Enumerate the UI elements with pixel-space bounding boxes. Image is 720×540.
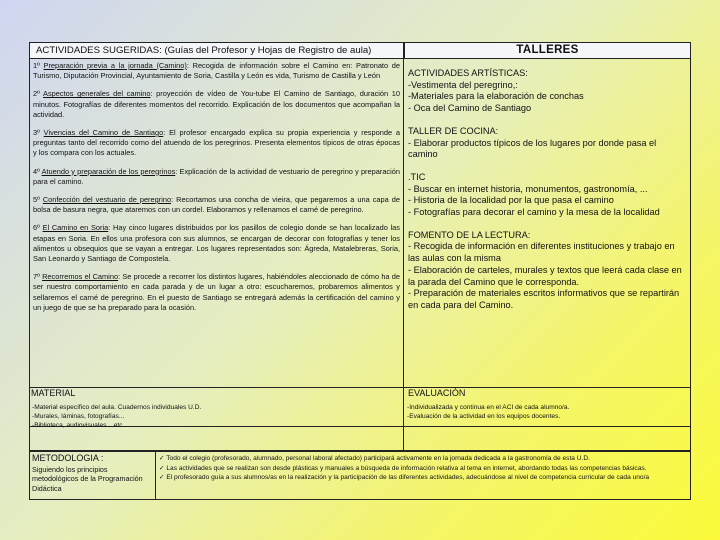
evaluacion-list (404, 402, 691, 452)
taller-heading: ACTIVIDADES ARTÍSTICAS: (408, 68, 528, 78)
activity-item: 5º Confección del vestuario de peregrino: Recortamos una concha de vieira, que pegaremos a una capa de bolsa de basura negra, que ataremos con un cordel. Elaboramos y rellenamos el carné de peregrino. (33, 195, 400, 215)
activity-item: 2º Aspectos generales del camino: proyección de vídeo de You-tube El Camino de Santiago, duración 10 minutos. Fotografías de diferentes momentos del recorrido. Explicación de los documentos que acompañan la actividad. (33, 89, 400, 119)
document-table (29, 42, 691, 500)
metodologia-points (156, 450, 691, 500)
activity-item: 6º El Camino en Soria: Hay cinco lugares distribuidos por los pasillos de colegio donde se han localizado las etapas en Soria. En ellos una profesora con sus alumnos, se encargan de decorar con fotografías y tener los alimentos u obsequios que se vayan a entregar. Los lugares representados son: Ágreda, Matalebreras, Soria, San Leonardo y Santiago de Compostela. (33, 223, 400, 264)
metodologia-point: ✓ Las actividades que se realizan son desde plásticas y manuales a búsqueda de información relativa al tema en internet, abordando todas las competencias básicas. (159, 464, 647, 472)
taller-line: -Materiales para la elaboración de conchas (408, 91, 584, 102)
material-line: -Murales, láminas, fotografías... (32, 413, 125, 420)
taller-line: - Recogida de información en diferentes instituciones y trabajo en las aulas con la misma (408, 241, 675, 264)
taller-section (408, 68, 687, 115)
taller-section (408, 126, 687, 161)
material-list (29, 402, 404, 452)
material-line: -Material específico del aula. Cuadernos individuales U.D. (32, 404, 202, 411)
activity-item: 1º Preparación previa a la jornada (Camino): Recogida de información sobre el Camino en: Patronato de Turismo, Diputación Provincial, Ayuntamiento de Soria, Castilla y León es vida, Turismo de Castilla y León (33, 61, 401, 81)
taller-line: -Vestimenta del peregrino,: (408, 79, 518, 90)
activities-header: ACTIVIDADES SUGERIDAS: (Guías del Profesor y Hojas de Registro de aula) (29, 42, 404, 59)
taller-line: - Fotografías para decorar el camino y la mesa de la localidad (408, 207, 660, 218)
evaluacion-label: EVALUACIÓN (404, 387, 691, 399)
taller-line: - Buscar en internet historia, monumentos, gastronomía, ... (408, 183, 648, 194)
metodologia-point: ✓ Todo el colegio (profesorado, alumnado, personal laboral afectado) participará activamente en la jornada dedicada a la gastronomía de esta U.D. (159, 455, 590, 462)
taller-section (408, 230, 687, 312)
evaluacion-line: -Evaluación de la actividad en los equipos docentes. (407, 413, 561, 420)
material-line: -Biblioteca, audiovisuales....etc (32, 422, 123, 429)
taller-line: - Oca del Camino de Santiago (408, 103, 532, 114)
activity-item: 7º Recorremos el Camino: Se procede a recorrer los distintos lugares, habiéndoles aleccionado de cómo ha de ser nuestro comportamiento en cada parada y de un lugar a otro: escucharemos, probaremos alimentos y sellaremos el carné de peregrino. En el puesto de Santiago se entregará además la certificación del camino y un juego de que se ha preparado para la ocasión. (33, 272, 401, 312)
activity-item: 3º Vivencias del Camino de Santiago: El profesor encargado explica su propia experiencia y responde a preguntas tanto del recorrido como del atuendo de los peregrinos. Presenta elementos típicos de otras épocas y los compara con los actuales. (33, 128, 400, 158)
taller-line: - Historia de la localidad por la que pasa el camino (408, 195, 614, 206)
talleres-header: TALLERES (404, 42, 691, 59)
material-label: MATERIAL (29, 387, 404, 399)
metodologia-subtitle: Siguiendo los principios metodológicos de la Programación Didáctica (32, 465, 143, 493)
taller-line: - Elaborar productos típicos de los lugares por donde pasa el camino (408, 137, 657, 160)
activities-list (29, 59, 404, 427)
metodologia-point: ✓ El profesorado guía a sus alumnos/as en la realización y la participación de las diferentes actividades, adecuándose al nivel de competencia curricular de cada uno/a (159, 474, 650, 482)
evaluacion-line: -Individualizada y continua en el ACI de cada alumno/a. (407, 404, 570, 411)
taller-line: - Preparación de materiales escritos informativos que se repartirán en cada para del Camino. (408, 288, 680, 310)
taller-heading: .TIC (408, 171, 426, 182)
taller-section (408, 172, 687, 219)
talleres-list (404, 59, 691, 427)
activity-item: 4º Atuendo y preparación de los peregrinos: Explicación de la actividad de vestuario de peregrino y preparación para el camino. (33, 166, 400, 186)
taller-heading: TALLER DE COCINA: (408, 125, 499, 136)
taller-line: - Elaboración de carteles, murales y textos que leerá cada clase en la parada del Camino que le corresponda. (408, 264, 682, 287)
metodologia-label: METODOLOGIA : (32, 453, 104, 463)
taller-heading: FOMENTO DE LA LECTURA: (408, 229, 531, 240)
metodologia-cell (29, 450, 156, 500)
